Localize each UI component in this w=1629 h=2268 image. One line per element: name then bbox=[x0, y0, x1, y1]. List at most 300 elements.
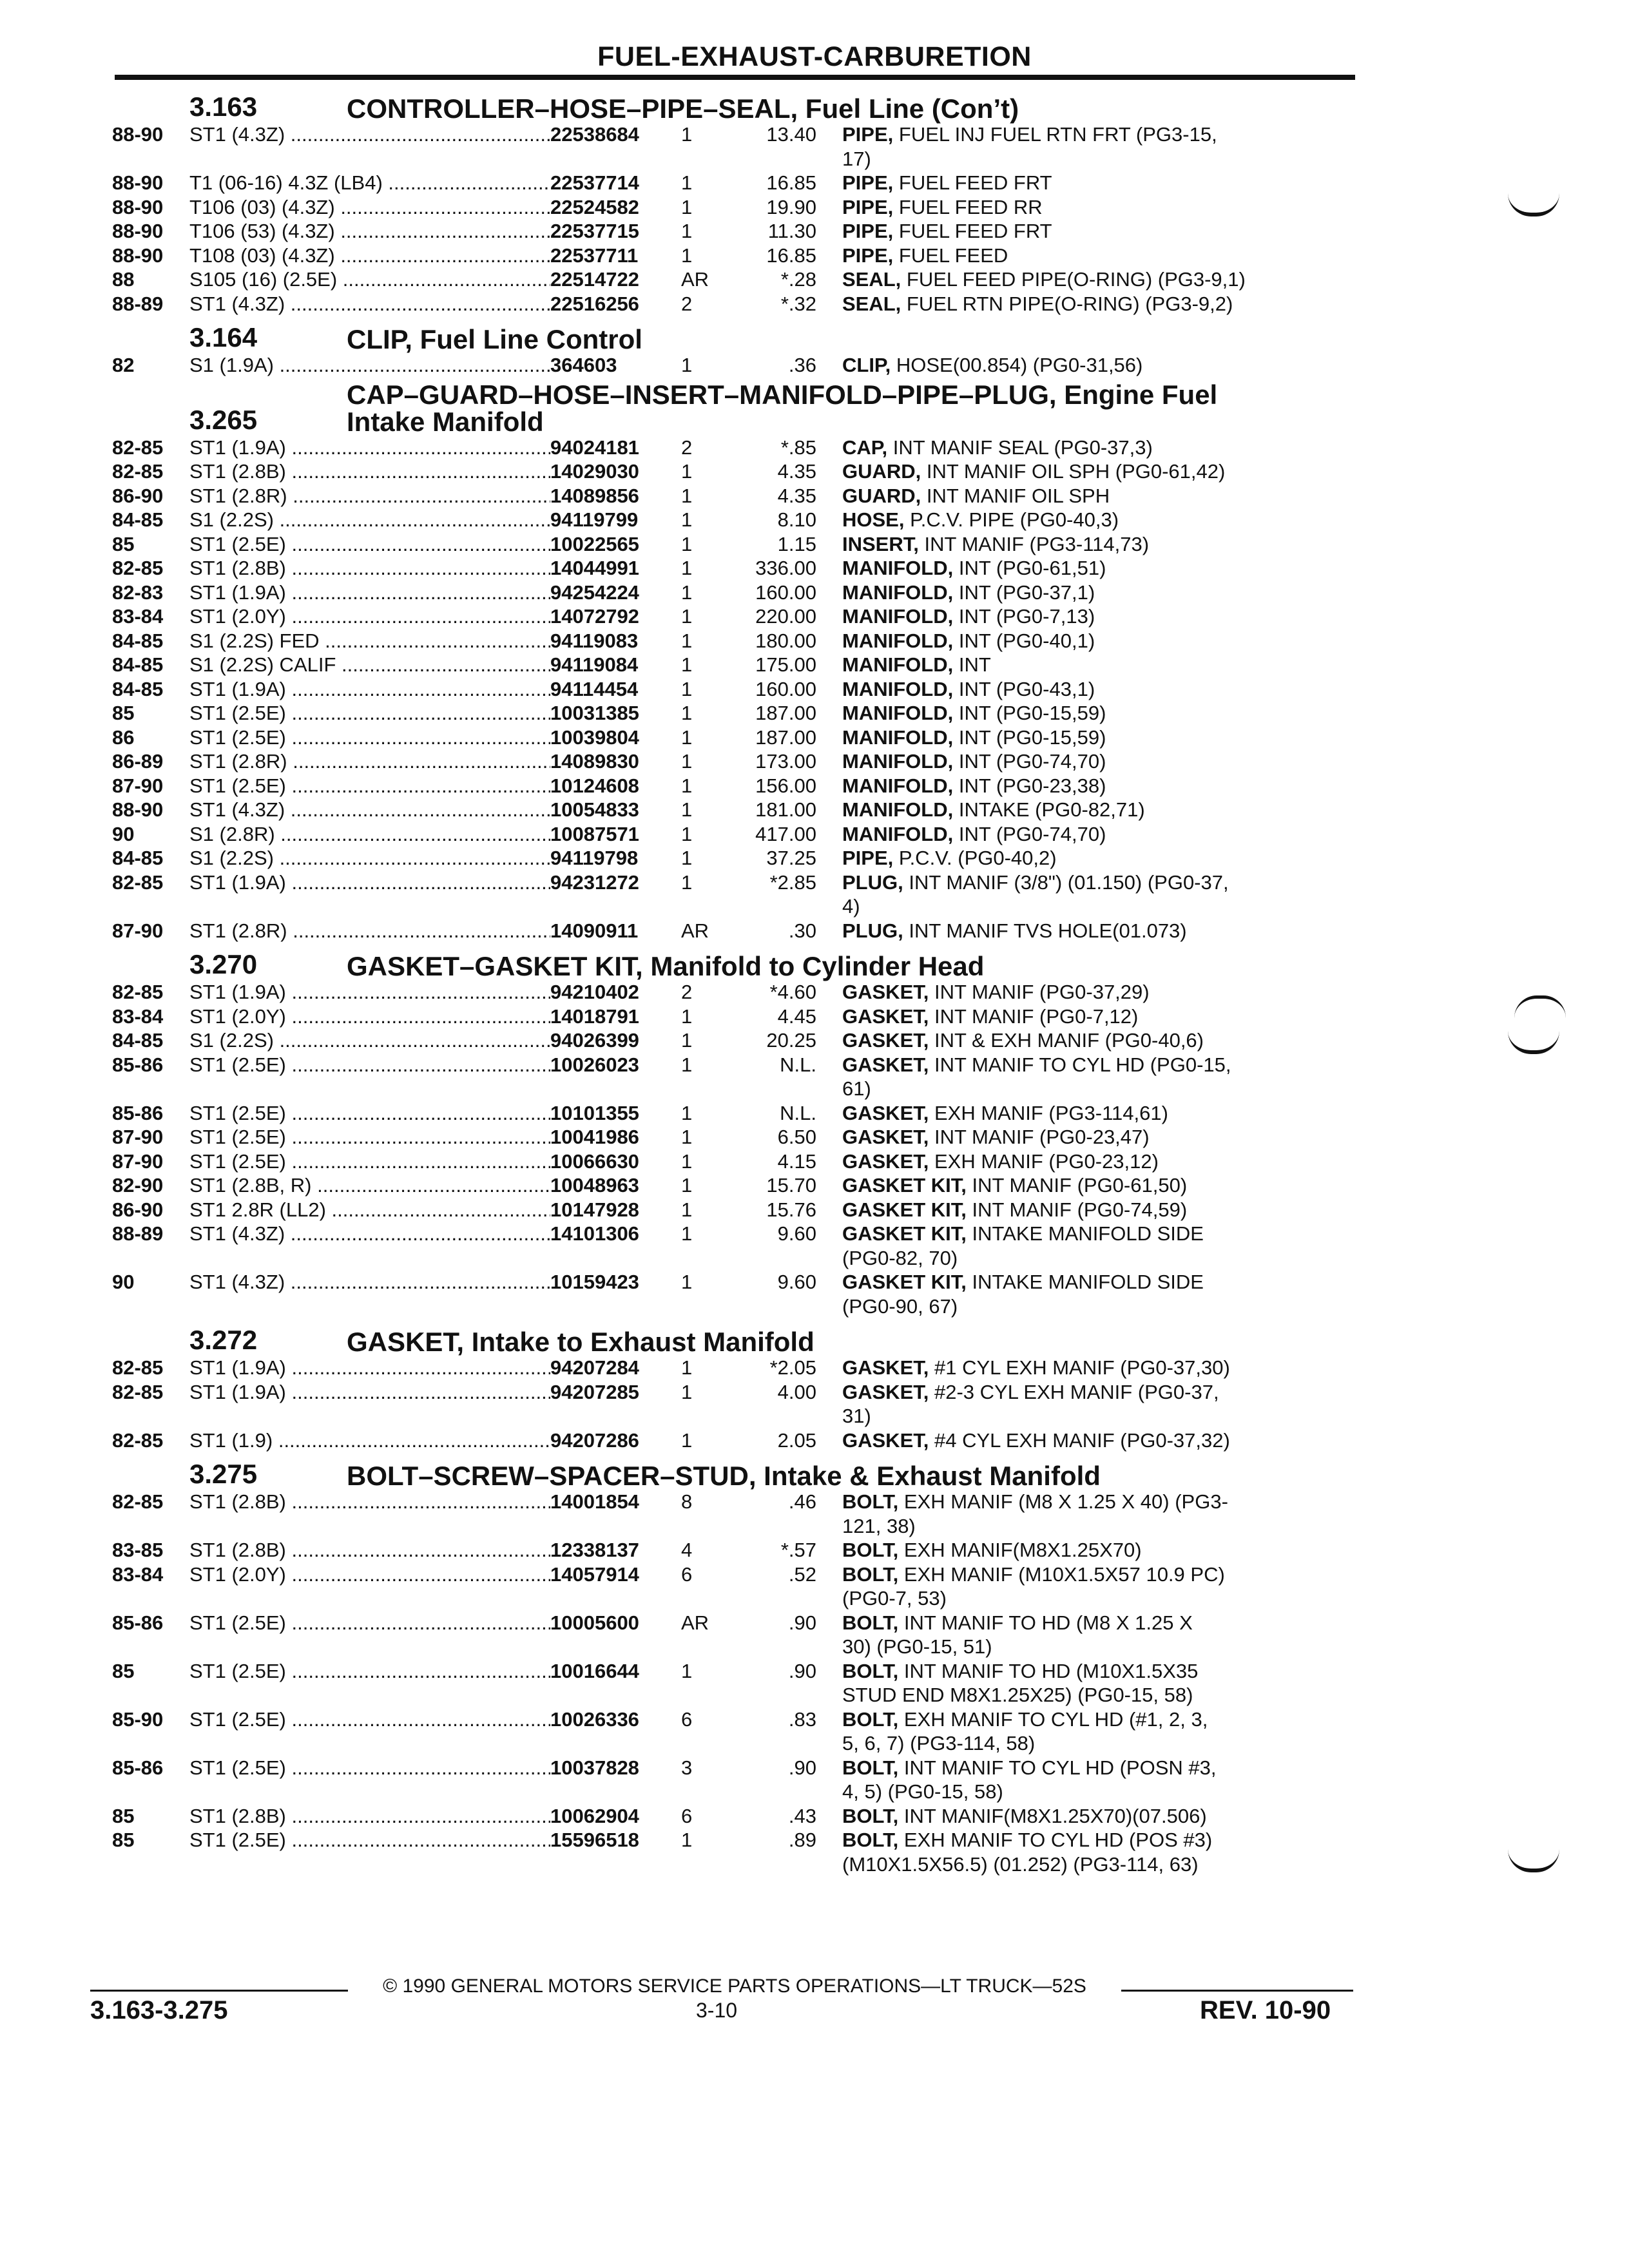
price: 180.00 bbox=[755, 629, 816, 652]
part-description bbox=[842, 1538, 1313, 1562]
model-code bbox=[189, 1149, 550, 1174]
part-row bbox=[112, 1707, 1362, 1756]
quantity: 1 bbox=[681, 605, 693, 628]
part-number: 14089830 bbox=[550, 750, 639, 773]
leader-dots bbox=[286, 1490, 550, 1513]
model-code-text: ST1 (1.9) bbox=[189, 1428, 273, 1452]
model-code bbox=[189, 774, 550, 798]
part-detail: INT MANIF (PG3-114,73) bbox=[924, 532, 1150, 555]
model-code-text: ST1 (2.0Y) bbox=[189, 1562, 286, 1586]
leader-dots bbox=[286, 1756, 550, 1779]
part-description bbox=[842, 171, 1313, 195]
leader-dots bbox=[285, 1271, 550, 1293]
model-years: 88-90 bbox=[112, 123, 164, 146]
price: .52 bbox=[788, 1562, 816, 1586]
model-years: 85 bbox=[112, 532, 135, 555]
model-code-text: ST1 (2.5E) bbox=[189, 726, 286, 749]
model-code-text: ST1 (2.5E) bbox=[189, 1756, 286, 1779]
model-code-text: ST1 (2.8B, R) bbox=[189, 1174, 312, 1196]
part-detail: INT bbox=[958, 653, 991, 676]
leader-dots bbox=[320, 629, 550, 652]
quantity: 1 bbox=[681, 1271, 693, 1293]
leader-dots bbox=[286, 1381, 550, 1403]
part-number: 94207285 bbox=[550, 1380, 639, 1403]
model-code-text: ST1 (2.5E) bbox=[189, 1126, 286, 1148]
quantity: 6 bbox=[681, 1804, 693, 1827]
part-detail: P.C.V. PIPE (PG0-40,3) bbox=[910, 508, 1119, 531]
model-years: 82-90 bbox=[112, 1174, 164, 1196]
part-detail: INT MANIF (PG0-61,50) bbox=[972, 1174, 1188, 1196]
part-row bbox=[112, 1659, 1362, 1707]
part-name: BOLT, bbox=[842, 1707, 899, 1731]
part-description bbox=[842, 919, 1313, 943]
price: .90 bbox=[788, 1659, 816, 1682]
part-detail: INT (PG0-15,59) bbox=[958, 702, 1106, 724]
model-years: 88-89 bbox=[112, 292, 164, 315]
model-code bbox=[189, 1828, 550, 1876]
part-name: BOLT, bbox=[842, 1804, 899, 1827]
part-name: BOLT, bbox=[842, 1539, 899, 1561]
part-detail: FUEL FEED FRT bbox=[898, 171, 1052, 194]
leader-dots bbox=[286, 1356, 550, 1379]
model-code-text: ST1 (2.8R) bbox=[189, 484, 287, 507]
part-detail: FUEL RTN PIPE(O-RING) (PG3-9,2) bbox=[906, 292, 1233, 315]
model-code bbox=[189, 919, 550, 943]
part-description bbox=[842, 653, 1313, 677]
part-row bbox=[112, 1756, 1362, 1804]
part-row bbox=[112, 1490, 1362, 1538]
leader-dots bbox=[286, 1805, 550, 1827]
part-row bbox=[112, 484, 1362, 508]
part-name: GASKET, bbox=[842, 1149, 929, 1173]
quantity: 1 bbox=[681, 1004, 693, 1028]
part-number: 94024181 bbox=[550, 436, 639, 459]
leader-dots bbox=[285, 293, 550, 315]
part-row bbox=[112, 870, 1362, 919]
part-description bbox=[842, 846, 1313, 870]
model-code-text: ST1 (2.8B) bbox=[189, 1490, 286, 1513]
part-description bbox=[842, 1222, 1313, 1270]
part-row bbox=[112, 1804, 1362, 1829]
model-years: 84-85 bbox=[112, 629, 164, 652]
quantity: 1 bbox=[681, 220, 693, 242]
part-detail: EXH MANIF (PG3-114,61) bbox=[934, 1101, 1168, 1124]
part-description bbox=[842, 1173, 1313, 1198]
model-years: 83-84 bbox=[112, 1562, 164, 1586]
part-detail: #2-3 CYL EXH MANIF (PG0-37, 31) bbox=[842, 1380, 1219, 1427]
part-number: 22524582 bbox=[550, 195, 639, 218]
part-detail: INT MANIF (3/8") (01.150) (PG0-37, 4) bbox=[842, 870, 1229, 918]
part-name: MANIFOLD, bbox=[842, 629, 954, 652]
quantity: 1 bbox=[681, 1222, 693, 1245]
model-years: 88-90 bbox=[112, 798, 164, 821]
model-code bbox=[189, 122, 550, 171]
quantity: 1 bbox=[681, 557, 693, 579]
model-code bbox=[189, 1428, 550, 1453]
model-code bbox=[189, 1756, 550, 1804]
price: 4.15 bbox=[777, 1149, 816, 1173]
part-description bbox=[842, 195, 1313, 220]
part-number: 14044991 bbox=[550, 557, 639, 579]
quantity: 1 bbox=[681, 1198, 693, 1221]
price: 4.35 bbox=[777, 484, 816, 507]
quantity: 1 bbox=[681, 532, 693, 555]
leader-dots bbox=[286, 678, 550, 700]
part-description bbox=[842, 532, 1313, 557]
part-description bbox=[842, 1004, 1313, 1029]
quantity: 1 bbox=[681, 847, 693, 869]
price: 336.00 bbox=[755, 557, 816, 579]
part-description bbox=[842, 798, 1313, 822]
leader-dots bbox=[287, 919, 550, 942]
footer-revision: REV. 10-90 bbox=[1200, 1996, 1331, 2024]
model-years: 84-85 bbox=[112, 1029, 164, 1052]
part-description bbox=[842, 267, 1313, 292]
quantity: 1 bbox=[681, 1380, 693, 1403]
model-code bbox=[189, 195, 550, 220]
model-years: 82-85 bbox=[112, 557, 164, 579]
leader-dots bbox=[286, 1539, 550, 1561]
part-row bbox=[112, 219, 1362, 244]
quantity: 1 bbox=[681, 581, 693, 604]
model-years: 85 bbox=[112, 702, 135, 724]
price: *.32 bbox=[780, 292, 816, 315]
part-description bbox=[842, 629, 1313, 653]
part-number: 22537711 bbox=[550, 244, 639, 267]
part-description bbox=[842, 980, 1313, 1004]
model-code bbox=[189, 171, 550, 195]
part-detail: INT MANIF TO CYL HD (PG0-15, 61) bbox=[842, 1053, 1231, 1100]
model-code bbox=[189, 1173, 550, 1198]
model-code-text: ST1 (2.8B) bbox=[189, 1804, 286, 1827]
model-code bbox=[189, 292, 550, 316]
model-code-text: ST1 (2.8R) bbox=[189, 919, 287, 942]
model-code-text: S1 (1.9A) bbox=[189, 354, 274, 376]
part-number: 94210402 bbox=[550, 981, 639, 1003]
part-row bbox=[112, 353, 1362, 378]
part-detail: FUEL INJ FUEL RTN FRT (PG3-15, 17) bbox=[842, 123, 1217, 170]
part-row bbox=[112, 604, 1362, 629]
model-code bbox=[189, 1004, 550, 1029]
model-code bbox=[189, 604, 550, 629]
model-years: 82-85 bbox=[112, 460, 164, 483]
part-name: MANIFOLD, bbox=[842, 822, 954, 845]
model-code bbox=[189, 1356, 550, 1380]
price: .89 bbox=[788, 1829, 816, 1851]
part-row bbox=[112, 292, 1362, 316]
model-years: 87-90 bbox=[112, 919, 164, 942]
model-code bbox=[189, 1053, 550, 1101]
part-row bbox=[112, 1611, 1362, 1659]
part-number: 10066630 bbox=[550, 1149, 639, 1173]
part-name: GASKET, bbox=[842, 1428, 929, 1452]
footer-rule-right bbox=[1121, 1990, 1353, 1992]
margin-mark bbox=[1508, 1849, 1559, 1872]
leader-dots bbox=[286, 1126, 550, 1148]
price: *.28 bbox=[780, 268, 816, 291]
leader-dots bbox=[274, 1029, 550, 1052]
section-title: BOLT–SCREW–SPACER–STUD, Intake & Exhaust Manifold bbox=[347, 1461, 1101, 1491]
quantity: 6 bbox=[681, 1707, 693, 1731]
part-name: GASKET, bbox=[842, 1380, 929, 1403]
quantity: 1 bbox=[681, 1428, 693, 1452]
section-number: 3.163 bbox=[189, 91, 258, 122]
model-years: 84-85 bbox=[112, 677, 164, 700]
part-number: 14018791 bbox=[550, 1004, 639, 1028]
model-code bbox=[189, 1380, 550, 1428]
model-code-text: T108 (03) (4.3Z) bbox=[189, 244, 335, 267]
price: 13.40 bbox=[766, 123, 816, 146]
model-years: 88-90 bbox=[112, 195, 164, 218]
part-row bbox=[112, 980, 1362, 1004]
part-detail: INT (PG0-43,1) bbox=[958, 677, 1095, 700]
part-name: CAP, bbox=[842, 436, 888, 459]
quantity: 1 bbox=[681, 1174, 693, 1196]
part-number: 94119799 bbox=[550, 508, 639, 531]
part-number: 14001854 bbox=[550, 1490, 639, 1513]
price: 417.00 bbox=[755, 822, 816, 845]
price: 156.00 bbox=[755, 774, 816, 797]
model-code bbox=[189, 459, 550, 484]
part-detail: INTAKE MANIFOLD SIDE (PG0-82, 70) bbox=[842, 1222, 1204, 1269]
model-years: 84-85 bbox=[112, 653, 164, 676]
quantity: 1 bbox=[681, 484, 693, 507]
quantity: 4 bbox=[681, 1539, 693, 1561]
model-code-text: ST1 (4.3Z) bbox=[189, 1271, 285, 1293]
part-detail: #4 CYL EXH MANIF (PG0-37,32) bbox=[934, 1428, 1230, 1452]
model-years: 88-89 bbox=[112, 1222, 164, 1245]
model-years: 82-85 bbox=[112, 1380, 164, 1403]
price: 11.30 bbox=[767, 220, 816, 242]
model-code-text: ST1 (2.5E) bbox=[189, 702, 286, 724]
model-code-text: S105 (16) (2.5E) bbox=[189, 268, 338, 291]
price: 4.35 bbox=[777, 460, 816, 483]
part-description bbox=[842, 749, 1313, 774]
part-number: 22537715 bbox=[550, 220, 639, 242]
quantity: 1 bbox=[681, 629, 693, 652]
leader-dots bbox=[274, 354, 550, 376]
model-years: 86 bbox=[112, 726, 135, 749]
part-detail: INTAKE (PG0-82,71) bbox=[958, 798, 1145, 821]
model-code bbox=[189, 1101, 550, 1126]
price: 187.00 bbox=[755, 726, 816, 749]
part-row bbox=[112, 459, 1362, 484]
part-detail: INT MANIF(M8X1.25X70)(07.506) bbox=[903, 1804, 1207, 1827]
price: 175.00 bbox=[755, 653, 816, 676]
model-code bbox=[189, 1490, 550, 1538]
model-years: 90 bbox=[112, 1271, 135, 1293]
part-detail: INT MANIF TO HD (M8 X 1.25 X 30) (PG0-15, 51) bbox=[842, 1611, 1193, 1658]
part-row bbox=[112, 726, 1362, 750]
part-row bbox=[112, 532, 1362, 557]
part-name: BOLT, bbox=[842, 1611, 899, 1634]
leader-dots bbox=[285, 1222, 550, 1245]
model-years: 87-90 bbox=[112, 1126, 164, 1148]
leader-dots bbox=[286, 460, 550, 483]
model-years: 90 bbox=[112, 822, 135, 845]
part-name: BOLT, bbox=[842, 1659, 899, 1682]
part-name: PIPE, bbox=[842, 244, 894, 267]
part-detail: EXH MANIF(M8X1.25X70) bbox=[903, 1539, 1142, 1561]
part-number: 10048963 bbox=[550, 1174, 639, 1196]
part-row bbox=[112, 749, 1362, 774]
section-heading bbox=[112, 1318, 1362, 1356]
part-row bbox=[112, 822, 1362, 847]
margin-mark bbox=[1508, 193, 1559, 216]
part-row bbox=[112, 508, 1362, 532]
part-number: 10062904 bbox=[550, 1804, 639, 1827]
part-name: PIPE, bbox=[842, 123, 894, 146]
leader-dots bbox=[336, 653, 550, 676]
quantity: 3 bbox=[681, 1756, 693, 1779]
part-name: MANIFOLD, bbox=[842, 581, 954, 604]
leader-dots bbox=[326, 1198, 550, 1221]
model-code bbox=[189, 749, 550, 774]
part-detail: INT MANIF (PG0-7,12) bbox=[934, 1004, 1139, 1028]
model-years: 85-86 bbox=[112, 1611, 164, 1634]
quantity: AR bbox=[681, 919, 709, 942]
model-years: 86-89 bbox=[112, 750, 164, 773]
part-description bbox=[842, 1611, 1313, 1659]
price: *2.05 bbox=[769, 1356, 816, 1379]
leader-dots bbox=[286, 1102, 550, 1124]
model-code-text: ST1 (2.0Y) bbox=[189, 1004, 286, 1028]
part-detail: INT MANIF (PG0-74,59) bbox=[972, 1198, 1188, 1221]
model-code bbox=[189, 701, 550, 726]
part-detail: INTAKE MANIFOLD SIDE (PG0-90, 67) bbox=[842, 1271, 1204, 1318]
quantity: 1 bbox=[681, 123, 693, 146]
part-row bbox=[112, 1562, 1362, 1611]
leader-dots bbox=[286, 1005, 550, 1028]
part-detail: INT MANIF TO HD (M10X1.5X35 STUD END M8X1.25X25) (PG0-15, 58) bbox=[842, 1659, 1199, 1706]
part-detail: EXH MANIF TO CYL HD (POS #3) (M10X1.5X56.5) (01.252) (PG3-114, 63) bbox=[842, 1829, 1213, 1876]
part-detail: EXH MANIF (PG0-23,12) bbox=[934, 1149, 1159, 1173]
model-code bbox=[189, 436, 550, 460]
model-years: 88 bbox=[112, 268, 135, 291]
leader-dots bbox=[275, 823, 550, 845]
part-number: 94119083 bbox=[550, 629, 639, 652]
price: 4.00 bbox=[777, 1380, 816, 1403]
model-code-text: ST1 2.8R (LL2) bbox=[189, 1198, 326, 1221]
margin-mark bbox=[1508, 1031, 1559, 1054]
quantity: 1 bbox=[681, 244, 693, 267]
leader-dots bbox=[286, 557, 550, 579]
model-years: 88-90 bbox=[112, 171, 164, 194]
section-number: 3.164 bbox=[189, 322, 258, 352]
part-description bbox=[842, 822, 1313, 847]
section-title: GASKET, Intake to Exhaust Manifold bbox=[347, 1327, 815, 1357]
header-rule bbox=[115, 75, 1355, 80]
quantity: 1 bbox=[681, 870, 693, 894]
part-row bbox=[112, 1222, 1362, 1270]
part-row bbox=[112, 556, 1362, 581]
price: 8.10 bbox=[777, 508, 816, 531]
part-number: 22537714 bbox=[550, 171, 639, 194]
part-name: MANIFOLD, bbox=[842, 605, 954, 628]
part-detail: INT (PG0-23,38) bbox=[958, 774, 1106, 797]
model-code-text: ST1 (2.5E) bbox=[189, 1053, 286, 1076]
footer-section-range: 3.163-3.275 bbox=[90, 1996, 228, 2024]
leader-dots bbox=[286, 1611, 550, 1634]
part-description bbox=[842, 1125, 1313, 1149]
price: N.L. bbox=[780, 1101, 816, 1124]
quantity: 1 bbox=[681, 1101, 693, 1124]
price: 20.25 bbox=[766, 1029, 816, 1052]
model-code-text: ST1 (1.9A) bbox=[189, 677, 286, 700]
model-years: 82-85 bbox=[112, 436, 164, 459]
price: 15.70 bbox=[766, 1174, 816, 1196]
leader-dots bbox=[312, 1174, 551, 1196]
part-name: MANIFOLD, bbox=[842, 798, 954, 821]
model-code bbox=[189, 629, 550, 653]
quantity: 1 bbox=[681, 1659, 693, 1682]
quantity: 1 bbox=[681, 822, 693, 845]
part-description bbox=[842, 677, 1313, 702]
part-description bbox=[842, 556, 1313, 581]
part-detail: INT MANIF TO CYL HD (POSN #3, 4, 5) (PG0-15, 58) bbox=[842, 1756, 1217, 1803]
model-code-text: ST1 (1.9A) bbox=[189, 1380, 286, 1403]
model-code-text: ST1 (2.5E) bbox=[189, 1659, 286, 1682]
price: 160.00 bbox=[755, 581, 816, 604]
part-detail: INT & EXH MANIF (PG0-40,6) bbox=[934, 1029, 1204, 1052]
model-code bbox=[189, 267, 550, 292]
quantity: 8 bbox=[681, 1490, 693, 1513]
part-name: MANIFOLD, bbox=[842, 653, 954, 676]
model-code bbox=[189, 1804, 550, 1829]
part-row bbox=[112, 629, 1362, 653]
quantity: 1 bbox=[681, 726, 693, 749]
leader-dots bbox=[286, 981, 550, 1003]
price: *2.85 bbox=[769, 870, 816, 894]
part-number: 10005600 bbox=[550, 1611, 639, 1634]
quantity: 1 bbox=[681, 508, 693, 531]
part-detail: EXH MANIF TO CYL HD (#1, 2, 3, 5, 6, 7) (PG3-114, 58) bbox=[842, 1707, 1208, 1754]
model-code bbox=[189, 1028, 550, 1053]
part-description bbox=[842, 774, 1313, 798]
quantity: 1 bbox=[681, 171, 693, 194]
model-code bbox=[189, 1222, 550, 1270]
margin-mark bbox=[1514, 995, 1566, 1018]
part-row bbox=[112, 195, 1362, 220]
part-number: 22538684 bbox=[550, 123, 639, 146]
part-row bbox=[112, 581, 1362, 605]
part-description bbox=[842, 1270, 1313, 1318]
quantity: 1 bbox=[681, 1829, 693, 1851]
quantity: 1 bbox=[681, 1356, 693, 1379]
model-code bbox=[189, 219, 550, 244]
part-number: 10039804 bbox=[550, 726, 639, 749]
part-detail: INT MANIF OIL SPH (PG0-61,42) bbox=[926, 460, 1226, 483]
model-years: 83-85 bbox=[112, 1539, 164, 1561]
leader-dots bbox=[335, 244, 550, 267]
section-title: CAP–GUARD–HOSE–INSERT–MANIFOLD–PIPE–PLUG, Engine Fuel Intake Manifold bbox=[347, 379, 1218, 437]
price: 2.05 bbox=[777, 1428, 816, 1452]
part-name: PIPE, bbox=[842, 195, 894, 218]
quantity: 1 bbox=[681, 702, 693, 724]
price: 16.85 bbox=[766, 171, 816, 194]
model-code bbox=[189, 1659, 550, 1707]
leader-dots bbox=[286, 702, 550, 724]
part-description bbox=[842, 292, 1313, 316]
part-row bbox=[112, 171, 1362, 195]
model-years: 82-85 bbox=[112, 870, 164, 894]
part-number: 10041986 bbox=[550, 1126, 639, 1148]
leader-dots bbox=[286, 871, 550, 894]
model-code bbox=[189, 870, 550, 919]
part-detail: INT MANIF TVS HOLE(01.073) bbox=[909, 919, 1187, 942]
part-row bbox=[112, 1538, 1362, 1562]
part-description bbox=[842, 1356, 1313, 1380]
